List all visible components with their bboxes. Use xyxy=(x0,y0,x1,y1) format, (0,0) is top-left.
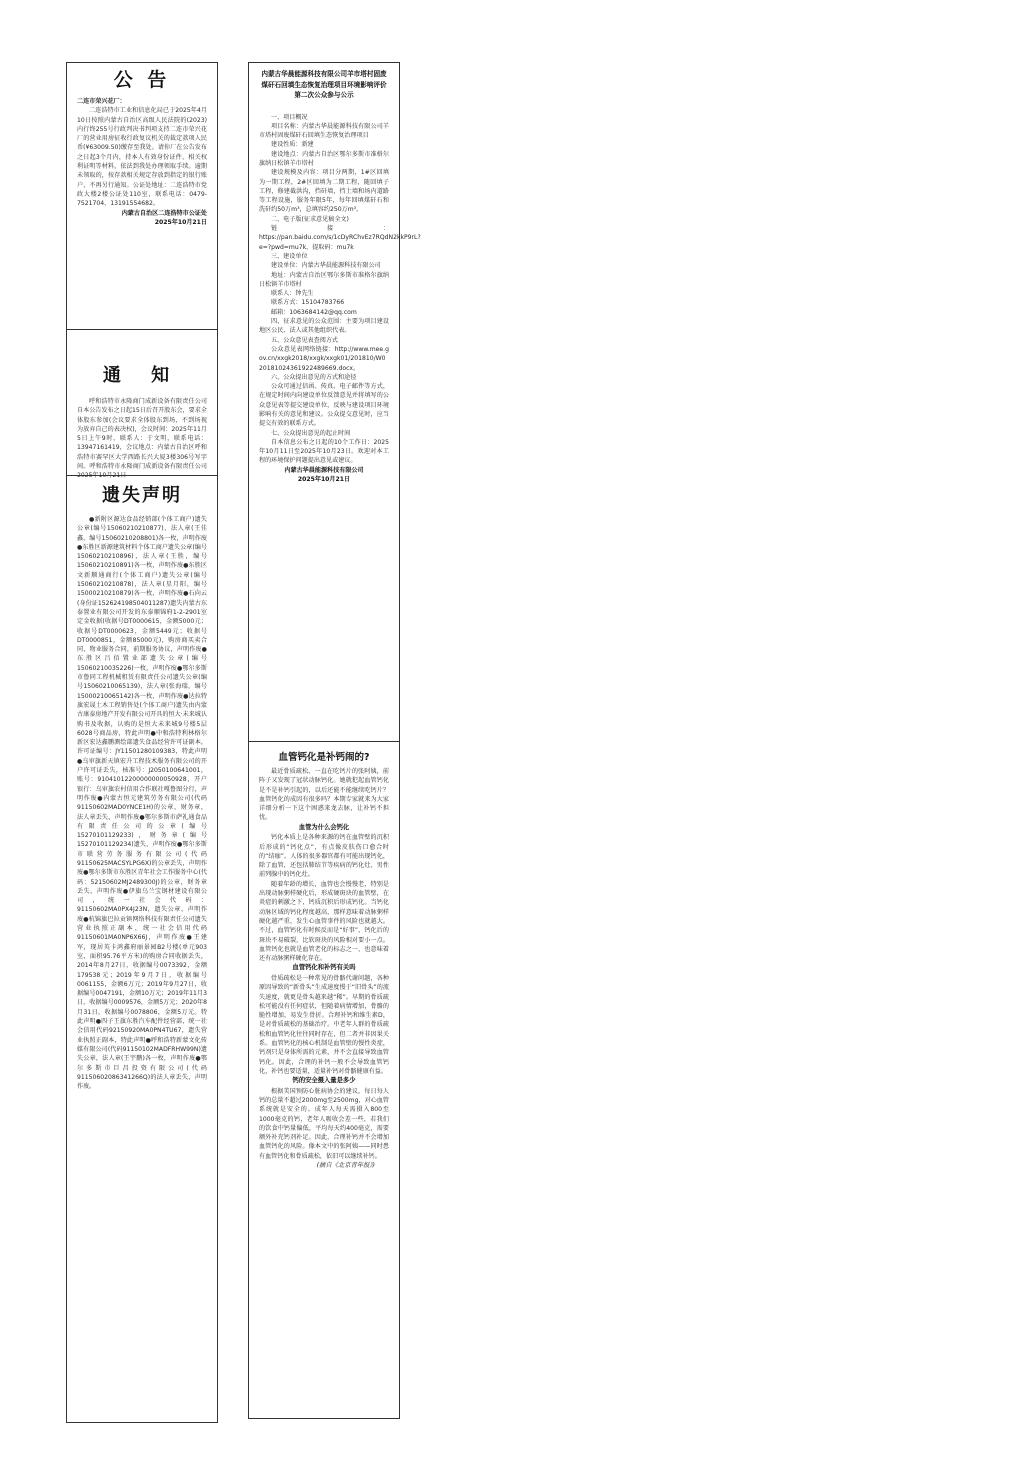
meeting-body: 呼和浩特市永隆商门成新设备有限责任公司自本公告发布之日起15日后召开股东会，要求全体股东参加(会议要求全体股东到场，不到场视为放弃自己的表决权)，会议时间：2025年11月5日上午9时，联系人：于文明，联系电话：13947161419，会议地点：内蒙古自治区呼和浩特市赛罕区大学西路长兴大厦3楼306号写字间。呼和浩特市永隆商门成新设备有限责任公司 2025年10月21日 xyxy=(77,398,207,480)
eia-para: 公众可通过信函、传真、电子邮件等方式，在规定时间内向建设单位反馈意见并将填写的公众意见表等提交建设单位，反映与建设项目环境影响有关的意见和建议。公众提交意见时，应当提交有效的联系方式。 xyxy=(259,383,389,428)
eia-para: 邮箱：1063684142@qq.com xyxy=(271,308,357,316)
loss-title: 遗失声明 xyxy=(102,485,182,506)
eia-title: 内蒙古华晨能源科技有限公司羊市塔村固废煤矸石回填生态恢复治理项目环境影响评价第二次公众参与公示 xyxy=(261,70,387,99)
eia-para: 三、建设单位 xyxy=(271,252,308,260)
article-para: 随着年龄的增长，血管也会慢慢老，特别是出现动脉粥样硬化后，形成硬斑块的血管壁，在炎症的刺激之下，钙质沉积后形成钙化。当钙化动脉区域的钙化程度越高，那样意味着动脉粥样硬化越严重，发生心血管事件的风险也就越大。不过，血管钙化有时候反而是“好事”，钙化后的斑块不易破裂，比软斑块的风险相对要小一点。血管钙化也就是血管老化的标志之一，也意味着还有动脉粥样硬化存在。 xyxy=(259,880,389,963)
eia-para: 建设性质：新建 xyxy=(271,141,314,149)
article-para: 钙化本质上是各种来源的钙在血管壁的沉积后形成的“钙化点”，有点像皮肤伤口愈合时的“结痂”。人体的很多器官都有可能出现钙化，除了血管，还包括肺结节等疾病的钙化灶、男性前列腺中的钙化灶。 xyxy=(259,834,389,879)
announcement-body: 二连浩特市工业和信息化局已于2025年4月10日按照内蒙古自治区高级人民法院的(2023)内行终255号行政判决书判项支持二连市荣兴花厂的营业用房征收行政复议机关的裁定款项人民币(¥63009.50)缴存至我处。请你厂在公告发布之日起3个月内，持本人有效身份证件、相关权利证明等材料，依法到我处办理领取手续。逾期未领取的，按存款相关规定存放到指定的银行账户，不再另行通知。公证处地址：二连浩特市党政大楼2楼公证处110室，联系电话：0479-7521704，13191554682。 xyxy=(77,107,207,208)
eia-para: 链接：https://pan.baidu.com/s/1cDyRChvEz7RQdN2kkP9rL?e=?pwd=mu7k，提取码：mu7k xyxy=(259,225,421,251)
eia-para: 五、公众意见表查阅方式 xyxy=(271,336,339,344)
announcement-date: 2025年10月21日 xyxy=(154,218,207,226)
right-column xyxy=(248,62,421,1419)
eia-para: 建设地点：内蒙古自治区鄂尔多斯市准格尔旗纳日松镇羊市塔村 xyxy=(259,150,389,167)
notice-eia xyxy=(249,69,421,741)
article-intro: 最近骨质疏松、一直在吃钙片的张阿姨，前阵子又发现了冠状动脉钙化。她就犯起血管钙化是不是补钙引起的，以后还能不能继续吃钙片？血管钙化的成因有很多吗？本期专家就来为大家详细分析一下这个困惑来龙去脉，让补钙不担忧。 xyxy=(259,768,389,822)
eia-para: 地址：内蒙古自治区鄂尔多斯市准格尔旗纳日松镇羊市塔村 xyxy=(259,271,389,288)
article-title: 血管钙化是补钙闹的? xyxy=(278,752,370,763)
eia-date: 2025年10月21日 xyxy=(297,476,351,484)
article-para: 根据美国预防心脏病协会的建议，每日每人钙的总量不超过2000mg至2500mg，对心血管系统就是安全的。成年人每天需摄入800至1000毫克的钙，老年人吸收会差一些，若我们的饮食中钙量偏低，平均每天约400毫克，需要额外补充钙剂补足。因此，合理补钙并不会增加血管钙化的风险。像本文中的张阿姨——同时患有血管钙化和骨质疏松，依旧可以继续补钙。 xyxy=(259,1087,389,1160)
eia-para: 六、公众提出意见的方式和途径 xyxy=(271,373,357,381)
left-column xyxy=(66,62,218,1423)
announcement-recipient: 二连市荣兴花厂： xyxy=(77,98,126,105)
article-heading: 血管为什么会钙化 xyxy=(298,823,350,831)
article-heading: 血管钙化和补钙有关吗 xyxy=(292,964,356,972)
eia-para: 二、电子版(征求意见稿全文) xyxy=(271,215,349,223)
article-heading: 钙的安全摄入量是多少 xyxy=(292,1077,356,1085)
announcement-title: 公 告 xyxy=(113,69,171,91)
meeting-title: 通 知 xyxy=(102,365,182,386)
eia-para: 建设规模及内容：项目分两期，1#区回填为一期工程，2#区回填为二期工程，随回填子工程，修建截洪沟，挡矸墙，挡土墙和场内道路等工程设施，服务年限5年，每年回填煤矸石和洗矸约50万m³，总填容约250万m³。 xyxy=(259,169,389,214)
article xyxy=(249,751,399,1417)
eia-para: 一、项目概况 xyxy=(271,113,308,121)
article-source: (摘自《北京青年报》) xyxy=(316,1162,375,1170)
eia-signer: 内蒙古华晨能源科技有限公司 xyxy=(284,466,364,474)
eia-para: 项目名称：内蒙古华晨能源科技有限公司羊市塔村固废煤矸石回填生态恢复治理项目 xyxy=(259,122,389,140)
notice-loss xyxy=(67,483,217,1421)
loss-body: ●新附区源达食品经销部(个体工商户)遗失公章(编号15060210210877)，法人章(王佳鑫，编号15060210208801)各一枚，声明作废●东胜区新源建筑材料个体工商户遗失公章(编号15060210210896)，法人章(王胜，编号15060210210891)各一枚，声明作废●东胜区文新顺通商行(个体工商户)遗失公章(编号15060210210878)，法人章(星月阳，编号15000210210879)各一枚，声明作废●石向云(身份证152624198504011287)遗失内蒙古东泰置业有限公司开发的东泰顺锦府1-2-2901室定金收据(收据号DT0000615，金额5000元；收据号DT0000623，金额5449元；收据号DT0000851，金额85000元)，购房商买卖合同，物业服务合同，前期服务协议，声明作废●东胜区吕佰置业部遗失公章(编号15060210035226)一枚，声明作废●鄂尔多斯市鲁同工程机械租赁有限责任公司遗失公章(编号15060210065139)，法人章(张海瑞，编号15000210065142)各一枚，声明作废●达拉特旗宏晟土木工程销售处(个体工商户)遗失由内蒙古康泰房地产开发有限公司开具的恒大·未来城认购书及收据，认购的是恒大未来城9号楼5层6028号商品房，特此声明●中和浩特利林格尔新区宏达鑫鹏测绘部遗失食品经营许可证副本，许可证编号：JY11501280109383，特此声明●乌审旗新天镇宏升工程技术服务有限公司的开户许可证丢失，核准号：J2050100641001，账号：91041012200000000050928，开户银行：乌审旗农村信用合作联社嘎鲁图分行，声明作废●内蒙古恒元建筑劳务有限公司(代码91150602MAD0YNCE1H)的公章，财务章，法人章丢失，声明作废●鄂尔多斯市萨礼通食品有限责任公司的公章(编号15270101129233)，财务章(编号15270101129234)遗失，声明作废●鄂尔多斯市联营劳务服务有限公司(代码91150625MACSYLPG6X)的公章丢失，声明作废●鄂尔多斯市东胜区青年社会工作服务中心(代码：52150602MJ2489300J)的公章，财务章丢失，声明作废●伊旗乌兰宝钢材建设有限公司，统一社会代码：91150602MA0PX4J23N，遗失公章，声明作废●杭锦旗巴拉贡镇网络科技有限责任公司遗失营业执照正副本，统一社会信用代码91150601MA0NP6X66J，声明作废●王建军，现居英卡鸿鑫府丽景园B2号楼(单元903室，面积95.76平方米)的购房合同收据丢失，2014年8月27日，收据编号0073392，金额179538元；2019年9月7日，收据编号0061155，金额6万元；2019年9月27日，收据编号0047191，金额10万元；2019年11月3日，收据编号0009576，金额5万元；2020年8月31日，收据编号0078806，金额5万元。特此声明●四子王旗东胜汽车配件经营部，统一社会信用代码92150920MA0PN4TU67，遗失营业执照正副本，特此声明●呼和浩特新蒙文化传媒有限公司(代码91150102MADFRHW99N)遗失公章，法人章(王宇鹏)各一枚，声明作废●鄂尔多斯市巨昌投资有限公司(代码91150602086341266Q)的法人章丢失，声明作废。 xyxy=(77,516,207,1091)
eia-para: 建设单位：内蒙古华晨能源科技有限公司 xyxy=(271,262,381,270)
eia-para: 七、公众提出意见的起止时间 xyxy=(271,429,351,437)
announcement-signer: 内蒙古自治区二连浩特市公证处 xyxy=(121,209,207,217)
notice-announcement xyxy=(67,67,217,329)
eia-para: 公众意见表网络链接：http://www.mee.gov.cn/xxgk2018/xxgk/xxgk01/201810/W020181024361922489669.docx。 xyxy=(259,345,389,372)
eia-para: 联系人：钟先生 xyxy=(271,290,314,298)
eia-para: 联系方式：15104783766 xyxy=(271,299,345,307)
eia-para: 自本信息公布之日起的10个工作日：2025年10月11日至2025年10月23日。欢迎对本工程的环境保护问题提出意见或建议。 xyxy=(259,438,389,465)
eia-para: 四、征求意见的公众范围：主要为项目建设地区公民、法人或其他组织代表。 xyxy=(259,318,389,335)
article-para: 骨质疏松是一种常见的骨骼代谢问题，各种原因导致的“新骨头”生成速度慢于“旧骨头”的流失速度，就更是骨头越来越“稀”。早期的骨质疏松可能没有任何症状，但随着病情增加，骨骼的脆性增加，易发生骨折。合理补钙和维生素D，是对骨质疏松的基础治疗。中老年人群的骨质疏松和血管钙化往往同时存在，但二者并非因果关系。血管钙化的核心机制是血管壁的慢性炎症，钙剂只是身体所需的元素，并不会直接导致血管钙化。因此，合理的补钙一般不会导致血管钙化，补钙也要适量，适量补钙对骨骼健康有益。 xyxy=(259,974,389,1075)
